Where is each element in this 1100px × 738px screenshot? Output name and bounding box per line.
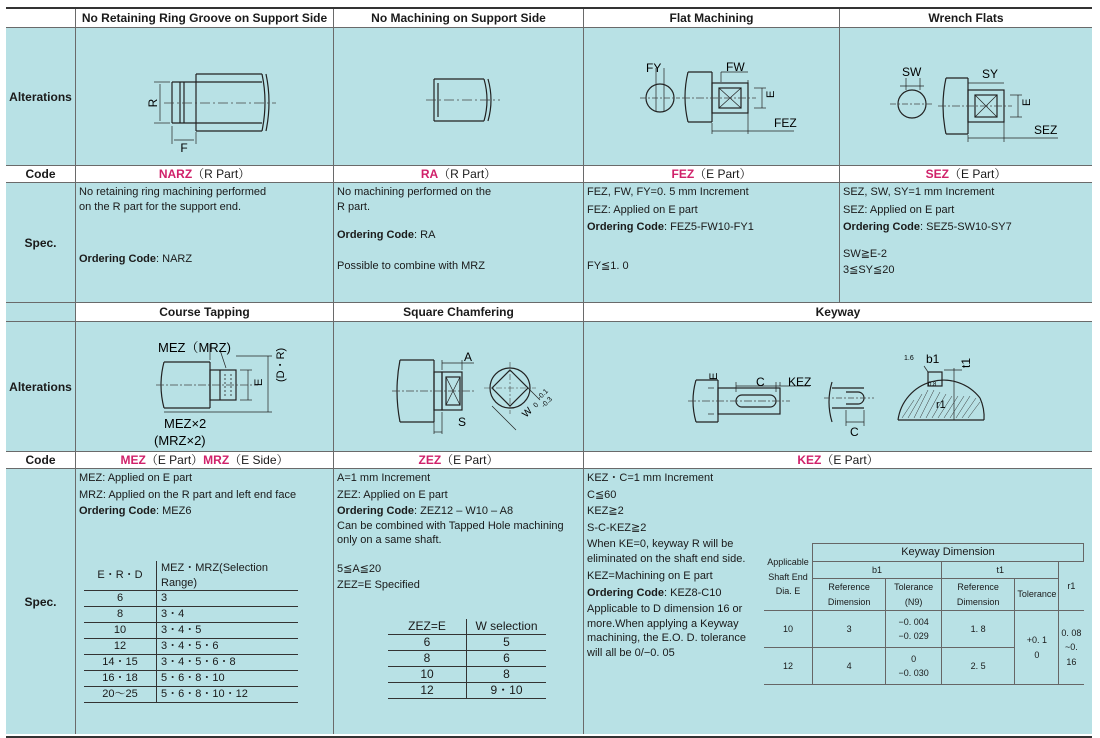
header-mez: Course Tapping <box>76 303 334 322</box>
code-fez <box>584 166 840 183</box>
narz-drawing <box>76 28 334 166</box>
dim-r1: r1 <box>936 399 946 411</box>
kw-ref-header: Reference Dimension <box>813 579 886 611</box>
spec-narz <box>76 183 334 303</box>
code-kez <box>584 452 1092 469</box>
dim-D-R: (D・R) <box>275 347 287 382</box>
code-key: KEZ <box>797 453 822 467</box>
spec-line: ZEZ=E Specified <box>337 579 420 591</box>
row-label-code-top: Code <box>6 166 76 183</box>
ordering-code-label: Ordering Code <box>79 505 157 517</box>
table-cell: 6 <box>84 591 157 607</box>
spec-line: SEZ, SW, SY=1 mm Increment <box>843 186 995 198</box>
row-label-text: Alterations <box>9 379 72 394</box>
dim-W-tol1: -0.1 <box>536 387 550 402</box>
kw-cell-t-ref: 1. 8 <box>942 611 1015 648</box>
ordering-code-value: : RA <box>414 229 436 241</box>
row-label-text: Alterations <box>9 89 72 104</box>
table-cell: 5・6・8・10 <box>157 671 299 687</box>
row-label-code-bottom: Code <box>6 452 76 469</box>
zez-drawing <box>334 322 584 452</box>
spec-line: Applicable to D dimension 16 or <box>587 603 743 615</box>
ordering-code-label: Ordering Code <box>337 505 415 517</box>
table-header: E・R・D <box>84 561 157 591</box>
table-cell: 12 <box>388 683 467 699</box>
table-cell: 3 <box>157 591 299 607</box>
kw-tol-upper: +0. 1 <box>1026 635 1047 645</box>
ordering-code-label: Ordering Code <box>337 229 415 241</box>
code-ra <box>334 166 584 183</box>
table-row <box>84 687 298 703</box>
spec-line: C≦60 <box>587 488 617 501</box>
dim-SEZ: SEZ <box>1034 123 1058 137</box>
spec-line: No machining performed on the <box>337 186 492 198</box>
code-narz <box>76 166 334 183</box>
kw-r1-value: ~0. 16 <box>1065 642 1078 667</box>
ordering-code-value: : SEZ5-SW10-SY7 <box>920 221 1012 233</box>
spec-mez <box>76 469 334 734</box>
code-key: RA <box>420 167 439 181</box>
table-header-row <box>84 561 298 591</box>
dim-E-fez: E <box>765 90 777 98</box>
ordering-code-value: : FEZ5-FW10-FY1 <box>664 221 754 233</box>
spec-line: KEZ≧2 <box>587 505 624 517</box>
dim-C-top: C <box>756 375 765 389</box>
code-key: SEZ <box>925 167 949 181</box>
table-row <box>388 651 546 667</box>
kw-header-row-2 <box>764 561 1084 579</box>
kw-header-row-1 <box>764 544 1084 562</box>
kw-tol-header: Tolerance <box>1015 579 1059 611</box>
table-cell: 8 <box>467 667 547 683</box>
kez-drawing <box>584 322 1092 452</box>
spec-line: No retaining ring machining performed <box>79 186 267 198</box>
spec-line: MRZ: Applied on the R part and left end face <box>79 488 297 501</box>
alteration-table <box>6 7 1092 738</box>
kw-b1-header: b1 <box>813 561 942 579</box>
ordering-code-label: Ordering Code <box>587 586 665 599</box>
spec-line: SEZ: Applied on E part <box>843 203 955 216</box>
dim-R: R <box>146 98 160 108</box>
dim-E-mez: E <box>253 378 265 386</box>
code-mez <box>76 452 334 469</box>
table-cell: 6 <box>388 635 467 651</box>
ra-drawing <box>334 28 584 166</box>
table-cell: 3・4・5 <box>157 623 299 639</box>
header-zez: Square Chamfering <box>334 303 584 322</box>
table-cell: 5 <box>467 635 547 651</box>
diagram-ra <box>334 28 584 166</box>
table-header: MEZ・MRZ(Selection Range) <box>157 561 299 591</box>
table-cell: 8 <box>388 651 467 667</box>
diagram-zez <box>334 322 584 452</box>
kw-tol-lower: −0. 029 <box>898 631 929 641</box>
spec-zez <box>334 469 584 734</box>
code-key: MRZ <box>203 453 230 467</box>
table-cell: 8 <box>84 607 157 623</box>
table-cell: 20～25 <box>84 687 157 703</box>
kw-cell-e: 12 <box>764 648 813 685</box>
ordering-code <box>337 504 580 519</box>
dim-SW: SW <box>902 65 922 79</box>
spec-line: 3≦SY≦20 <box>843 264 895 276</box>
table-cell: 3・4・5・6 <box>157 639 299 655</box>
ordering-code-label: Ordering Code <box>79 253 157 265</box>
spec-line: on the R part for the support end. <box>79 200 242 213</box>
kw-tol-upper: 0 <box>911 653 917 664</box>
kw-tol-upper: −0. 004 <box>898 616 929 627</box>
kw-r1-header: r1 <box>1059 561 1084 611</box>
row-label-text: Spec. <box>24 235 57 250</box>
dim-F: F <box>180 141 188 155</box>
code-zez <box>334 452 584 469</box>
dim-W-tol0: 0 <box>532 401 541 410</box>
table-row <box>84 623 298 639</box>
ordering-code-value: : NARZ <box>156 253 193 265</box>
mez-selection-table <box>84 561 298 703</box>
spec-line: Possible to combine with MRZ <box>337 259 485 272</box>
row-label-spec-bottom <box>6 469 76 734</box>
kw-header-row-3 <box>764 579 1084 611</box>
kw-cell-b-ref: 4 <box>813 648 886 685</box>
dim-FY: FY <box>646 61 662 75</box>
kw-title: Keyway Dimension <box>813 544 1084 562</box>
dim-MEZx2: MEZ×2 <box>164 416 207 431</box>
dim-E-kez: E <box>708 372 720 380</box>
kw-t1-header: t1 <box>942 561 1059 579</box>
table-cell: 10 <box>388 667 467 683</box>
table-cell: 6 <box>467 651 547 667</box>
mez-drawing <box>76 322 334 452</box>
header-ra: No Machining on Support Side <box>334 9 584 28</box>
dim-S: S <box>458 415 467 429</box>
ordering-code <box>587 220 836 235</box>
table-row <box>388 667 546 683</box>
kw-cell-e: 10 <box>764 611 813 648</box>
spec-fez <box>584 183 840 303</box>
row-label-text: Spec. <box>24 594 57 609</box>
spec-sez <box>840 183 1092 303</box>
kw-tol-n9-header: Tolerance (N9) <box>886 579 942 611</box>
ordering-code <box>79 504 330 519</box>
dim-SY: SY <box>982 67 999 81</box>
code-key: NARZ <box>158 167 193 181</box>
code-rest: （E Part） <box>821 453 879 467</box>
dim-b1: b1 <box>926 352 940 366</box>
spec-line: 5≦A≦20 <box>337 562 382 575</box>
spec-kez <box>584 469 1092 734</box>
diagram-narz <box>76 28 334 166</box>
keyway-dimension-table <box>764 543 1084 685</box>
table-cell: 10 <box>84 623 157 639</box>
table-cell: 9・10 <box>467 683 547 699</box>
dim-t1: t1 <box>959 357 973 368</box>
code-rest: （R Part） <box>438 167 497 181</box>
table-header-row <box>388 619 546 635</box>
header-fez: Flat Machining <box>584 9 840 28</box>
ordering-code <box>843 220 1089 235</box>
spec-line: A=1 mm Increment <box>337 472 431 484</box>
code-sez <box>840 166 1092 183</box>
ordering-code-value: : MEZ6 <box>156 505 192 517</box>
header-kez: Keyway <box>584 303 1092 322</box>
ordering-code-value: : KEZ8-C10 <box>664 586 722 599</box>
table-row <box>764 611 1084 648</box>
kw-cell-b-ref: 3 <box>813 611 886 648</box>
corner-cell <box>6 9 76 28</box>
kw-tol-lower: −0. 030 <box>898 668 929 678</box>
code-key: MEZ <box>120 453 146 467</box>
kw-tol-lower: 0 <box>1034 649 1040 660</box>
dim-C-bottom: C <box>850 425 859 439</box>
spec-line: machining, the E.O. D. tolerance <box>587 632 746 644</box>
table-header: W selection <box>467 619 547 635</box>
table-row <box>84 607 298 623</box>
table-row <box>84 639 298 655</box>
table-row <box>84 671 298 687</box>
spec-line: only on a same shaft. <box>337 534 442 546</box>
dim-W-tol2: -0.3 <box>540 395 554 410</box>
spec-line: KEZ=Machining on E part <box>587 570 713 582</box>
table-row <box>84 655 298 671</box>
table-row <box>84 591 298 607</box>
spec-ra <box>334 183 584 303</box>
row-label-spec-top <box>6 183 76 303</box>
dim-A: A <box>464 350 473 364</box>
table-cell: 5・6・8・10・12 <box>157 687 299 703</box>
table-cell: 16・18 <box>84 671 157 687</box>
spec-line: more.When applying a Keyway <box>587 617 739 630</box>
kw-cell-t-tol <box>1015 611 1059 685</box>
spec-line: will all be 0/−0. 05 <box>587 646 675 659</box>
ordering-code <box>79 252 330 267</box>
diagram-kez <box>584 322 1092 452</box>
row-label-alterations-top <box>6 28 76 166</box>
dim-W: W <box>520 405 535 421</box>
spec-line: Can be combined with Tapped Hole machining <box>337 519 564 532</box>
spec-line: KEZ・C=1 mm Increment <box>587 472 714 484</box>
code-rest: （E Part） <box>948 167 1007 181</box>
sez-drawing <box>840 28 1092 166</box>
spec-line: MEZ: Applied on E part <box>79 472 193 484</box>
spec-line: FEZ, FW, FY=0. 5 mm Increment <box>587 186 749 198</box>
diagram-mez <box>76 322 334 452</box>
dim-KEZ: KEZ <box>788 375 812 389</box>
spec-line: FY≦1. 0 <box>587 259 629 272</box>
dim-0-8: 0.8 <box>928 382 937 388</box>
spec-line: SW≧E-2 <box>843 247 888 260</box>
ordering-code-label: Ordering Code <box>587 221 665 233</box>
diagram-fez <box>584 28 840 166</box>
kw-cell-r1 <box>1059 611 1084 685</box>
kw-cell-b-tol <box>886 648 942 685</box>
code-rest: （E Part） <box>145 453 204 467</box>
kw-ref2-header: Reference Dimension <box>942 579 1015 611</box>
table-header: ZEZ=E <box>388 619 467 635</box>
code-key: FEZ <box>671 167 695 181</box>
spec-line: eliminated on the shaft end side. <box>587 552 746 565</box>
spec-line: When KE=0, keyway R will be <box>587 538 734 550</box>
spec-line: FEZ: Applied on E part <box>587 203 698 216</box>
kw-applicable-header: Applicable Shaft End Dia. E <box>764 544 813 611</box>
ordering-code <box>337 228 580 243</box>
kw-cell-b-tol <box>886 611 942 648</box>
table-cell: 3・4・5・6・8 <box>157 655 299 671</box>
zez-selection-table <box>388 619 546 699</box>
code-rest: （E Part） <box>694 167 752 181</box>
row-label-alterations-bottom <box>6 322 76 452</box>
header-sez: Wrench Flats <box>840 9 1092 28</box>
spec-line: ZEZ: Applied on E part <box>337 488 448 501</box>
fez-drawing <box>584 28 840 166</box>
code-key: ZEZ <box>418 453 442 467</box>
ordering-code-value: : ZEZ12 – W10 – A8 <box>414 505 514 517</box>
code-rest: （E Side） <box>229 453 289 467</box>
dim-E-sez: E <box>1021 98 1033 106</box>
dim-MRZx2: (MRZ×2) <box>154 433 206 448</box>
code-rest: （R Part） <box>192 167 251 181</box>
diagram-sez <box>840 28 1092 166</box>
dim-FEZ: FEZ <box>774 116 797 130</box>
dim-FW: FW <box>726 60 745 74</box>
dim-1-6: 1.6 <box>904 355 914 362</box>
header-narz: No Retaining Ring Groove on Support Side <box>76 9 334 28</box>
spec-line: S-C-KEZ≧2 <box>587 521 647 534</box>
table-cell: 14・15 <box>84 655 157 671</box>
kw-r1-value: 0. 08 <box>1061 627 1082 638</box>
table-row <box>388 635 546 651</box>
kw-cell-t-ref: 2. 5 <box>942 648 1015 685</box>
table-cell: 12 <box>84 639 157 655</box>
spec-line: R part. <box>337 200 371 213</box>
code-rest: （E Part） <box>441 453 499 467</box>
table-row <box>388 683 546 699</box>
bottom-corner-cell <box>6 303 76 322</box>
dim-MEZ-MRZ: MEZ（MRZ) <box>158 340 231 355</box>
ordering-code-label: Ordering Code <box>843 221 921 233</box>
table-cell: 3・4 <box>157 607 299 623</box>
